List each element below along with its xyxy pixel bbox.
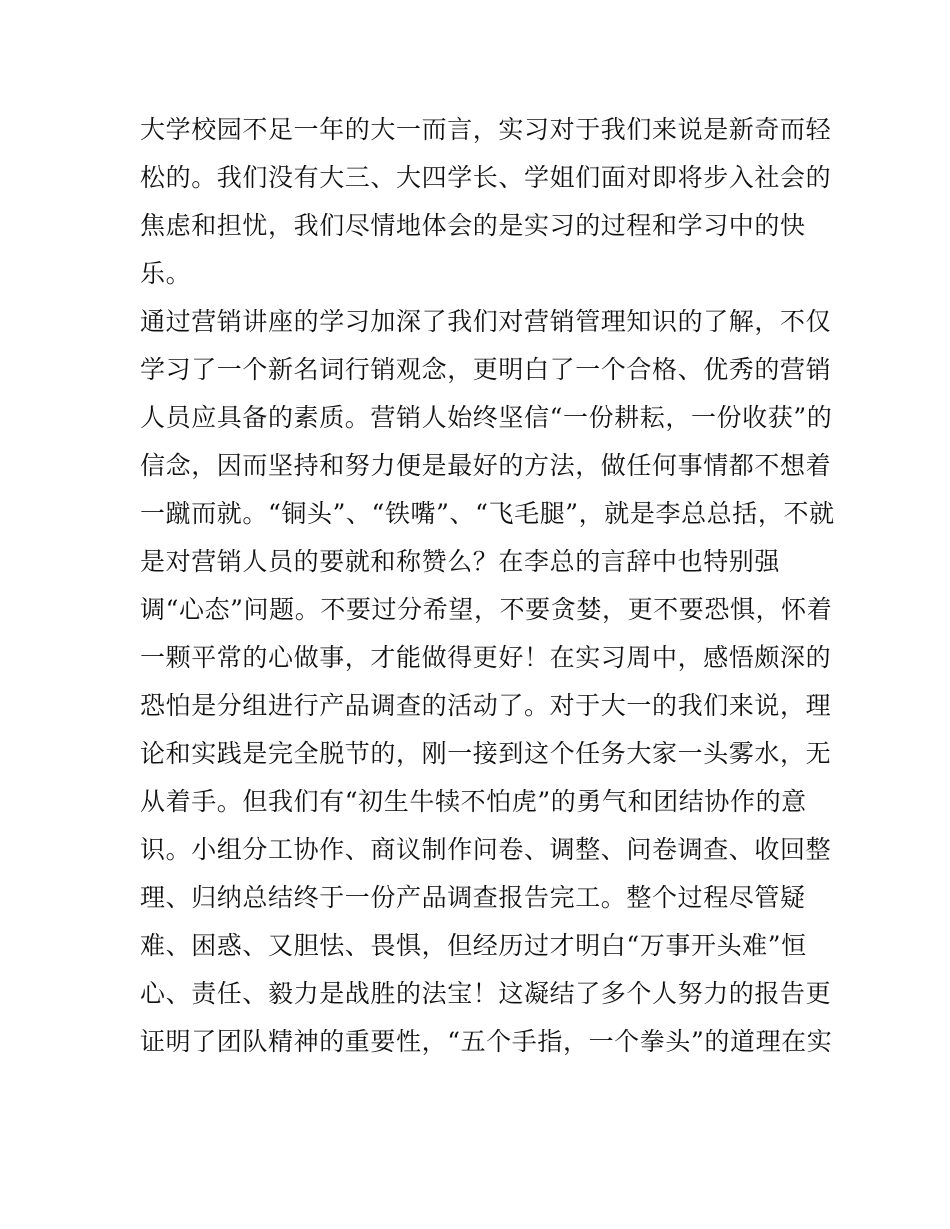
text-line: 是对营销人员的要就和称赞么？在李总的言辞中也特别强 (140, 547, 781, 576)
text-line: 松的。我们没有大三、大四学长、学姐们面对即将步入社会的 (140, 163, 832, 192)
text-line: 心、责任、毅力是战胜的法宝！这凝结了多个人努力的报告更 (140, 979, 832, 1008)
text-line: 难、困惑、又胆怯、畏惧，但经历过才明白“万事开头难”恒 (140, 931, 807, 960)
text-line: 识。小组分工协作、商议制作问卷、调整、问卷调查、收回整 (140, 835, 832, 864)
text-line: 论和实践是完全脱节的，刚一接到这个任务大家一头雾水，无 (140, 739, 832, 768)
text-line: 调“心态”问题。不要过分希望，不要贪婪，更不要恐惧，怀着 (140, 595, 833, 624)
text-line: 焦虑和担忧，我们尽情地体会的是实习的过程和学习中的快 (140, 211, 806, 240)
text-line: 从着手。但我们有“初生牛犊不怕虎”的勇气和团结协作的意 (140, 787, 807, 816)
text-line: 一蹴而就。“铜头”、“铁嘴”、“飞毛腿”，就是李总总括，不就 (140, 499, 835, 528)
text-line: 一颗平常的心做事，才能做得更好！在实习周中，感悟颇深的 (140, 643, 832, 672)
text-line: 人员应具备的素质。营销人始终坚信“一份耕耘，一份收获”的 (140, 403, 833, 432)
text-line: 乐。 (140, 259, 192, 288)
text-line: 证明了团队精神的重要性，“五个手指，一个拳头”的道理在实 (140, 1027, 833, 1056)
body-text (140, 106, 835, 1066)
text-line: 理、归纳总结终于一份产品调查报告完工。整个过程尽管疑 (140, 883, 806, 912)
text-line: 信念，因而坚持和努力便是最好的方法，做任何事情都不想着 (140, 451, 832, 480)
text-line: 大学校园不足一年的大一而言，实习对于我们来说是新奇而轻 (140, 115, 832, 144)
text-line: 学习了一个新名词行销观念，更明白了一个合格、优秀的营销 (140, 355, 832, 384)
text-line: 通过营销讲座的学习加深了我们对营销管理知识的了解，不仅 (140, 307, 832, 336)
text-line: 恐怕是分组进行产品调查的活动了。对于大一的我们来说，理 (140, 691, 832, 720)
